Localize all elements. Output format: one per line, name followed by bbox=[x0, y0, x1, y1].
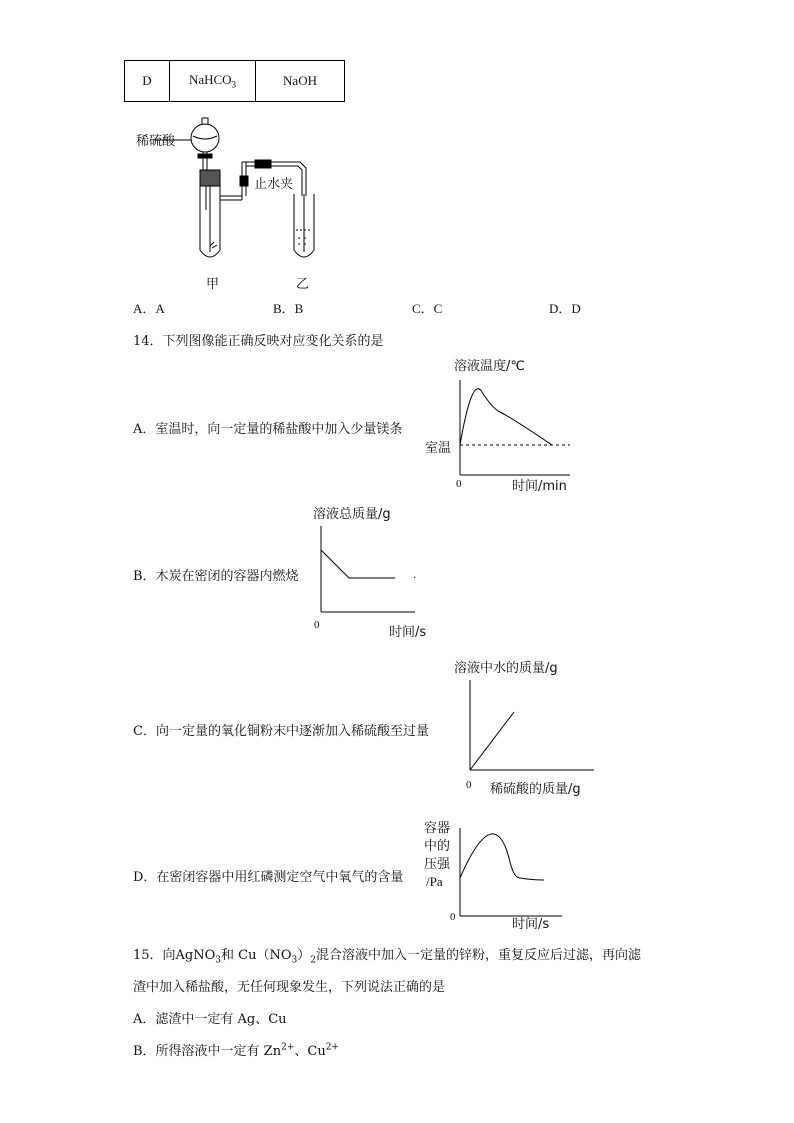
graph-c-origin: 0 bbox=[466, 779, 472, 791]
table-cell: NaHCO$_3$ bbox=[170, 61, 256, 102]
graph-a bbox=[420, 350, 580, 495]
option-d: D．D bbox=[549, 301, 581, 316]
question-15-stem-line2: 渣中加入稀盐酸，无任何现象发生，下列说法正确的是 bbox=[133, 980, 446, 995]
q14-option-d: D．在密闭容器中用红磷测定空气中氧气的含量 bbox=[133, 870, 404, 885]
q15-option-a: A．滤渣中一定有 Ag、Cu bbox=[133, 1012, 287, 1027]
graph-b-origin: 0 bbox=[314, 619, 320, 631]
test-tube-yi bbox=[294, 194, 314, 257]
graph-d-ylabel-2: 中的 bbox=[424, 839, 451, 854]
table-cell: NaOH bbox=[256, 61, 345, 102]
tube-label-jia: 甲 bbox=[206, 277, 220, 292]
q14-option-b: B．木炭在密闭的容器内燃烧 bbox=[133, 569, 299, 584]
graph-c-xlabel: 稀硫酸的质量/g bbox=[490, 782, 581, 797]
question-15-stem-line1: 15．向AgNO$_3$和 $Cu(NO_3)_2$混合溶液中加入一定量的锌粉，重复反应后过滤，再向滤 bbox=[133, 948, 642, 966]
graph-d-curve bbox=[460, 834, 544, 880]
graph-b-curve bbox=[321, 550, 395, 578]
q15-option-b: B．所得溶液中一定有 $Zn^{2+}$、$Cu^{2+}$ bbox=[133, 1042, 339, 1059]
table-row bbox=[125, 61, 345, 102]
graph-c-ylabel: 溶液中水的质量/g bbox=[454, 661, 558, 676]
graph-a-ref-label: 室温 bbox=[425, 441, 452, 456]
graph-d-ylabel-4: /Pa bbox=[426, 874, 443, 889]
tube-label-yi: 乙 bbox=[296, 277, 310, 292]
graph-a-ylabel: 溶液温度/℃ bbox=[454, 359, 525, 374]
option-table bbox=[124, 60, 345, 102]
graph-c-line bbox=[470, 712, 514, 770]
graph-c bbox=[450, 652, 610, 802]
option-a: A．A bbox=[133, 301, 165, 316]
graph-b bbox=[305, 498, 455, 643]
graph-d-origin: 0 bbox=[450, 911, 456, 923]
graph-a-origin: 0 bbox=[456, 478, 462, 490]
option-b: B．B bbox=[273, 301, 304, 316]
graph-b-dot: . bbox=[413, 568, 417, 581]
question-14-stem: 14．下列图像能正确反映对应变化关系的是 bbox=[133, 334, 384, 349]
option-c: C．C bbox=[412, 301, 443, 316]
graph-d-xlabel: 时间/s bbox=[512, 917, 550, 932]
graph-d-ylabel-1: 容器 bbox=[424, 821, 451, 836]
clamp-label: 止水夹 bbox=[254, 177, 294, 192]
graph-a-curve bbox=[460, 389, 552, 445]
graph-d bbox=[420, 812, 570, 934]
graph-d-ylabel-3: 压强 bbox=[424, 857, 451, 872]
graph-b-xlabel: 时间/s bbox=[389, 625, 427, 640]
acid-label: 稀硫酸 bbox=[136, 134, 176, 149]
q14-option-c: C．向一定量的氧化铜粉末中逐渐加入稀硫酸至过量 bbox=[133, 724, 429, 739]
graph-a-xlabel: 时间/min bbox=[512, 479, 567, 494]
table-cell: D bbox=[125, 61, 170, 102]
graph-b-ylabel: 溶液总质量/g bbox=[313, 507, 391, 522]
q14-option-a: A．室温时，向一定量的稀盐酸中加入少量镁条 bbox=[133, 422, 403, 437]
apparatus-diagram bbox=[130, 112, 330, 297]
